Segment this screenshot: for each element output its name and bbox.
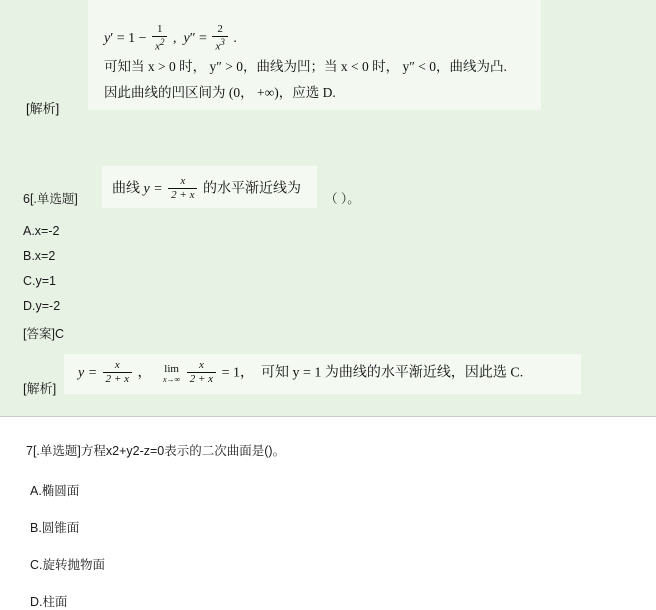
equals-one: = 1， bbox=[221, 365, 254, 381]
explanation6-formula-line bbox=[78, 360, 523, 386]
question6-option-b[interactable]: B.x=2 bbox=[23, 249, 56, 263]
fraction-x-over-two-plus-x bbox=[168, 175, 197, 201]
fraction-numerator: x bbox=[180, 175, 186, 187]
question7-option-d[interactable]: D.柱面 bbox=[30, 595, 68, 609]
explanation5-line3: 因此曲线的凹区间为 (0， +∞)，应选 D. bbox=[104, 85, 336, 100]
question7-option-a[interactable]: A.椭圆面 bbox=[30, 484, 80, 498]
stem-prefix: 曲线 bbox=[112, 181, 140, 197]
question6-option-a[interactable]: A.x=-2 bbox=[23, 224, 60, 238]
fraction-denominator: $x^3$ bbox=[212, 36, 227, 53]
fraction-x-over-two-plus-x-limit bbox=[187, 359, 216, 385]
question7-option-c[interactable]: C.旋转抛物面 bbox=[30, 558, 106, 572]
limit-label: lim bbox=[164, 363, 179, 376]
comma-separator: ， bbox=[137, 365, 152, 381]
fraction-denominator: $x^2$ bbox=[152, 36, 167, 53]
fraction-numerator: 2 bbox=[217, 23, 223, 35]
fraction-x-over-two-plus-x bbox=[103, 359, 132, 385]
section-divider bbox=[0, 416, 656, 417]
formula-line-first-second-derivative: y′ = 1 − $\frac{1}{x^2}$ , y″ = $\frac{2}{x^3}$ . bbox=[104, 23, 237, 53]
explanation-label-1: [解析] bbox=[26, 101, 60, 116]
y-equals: y = bbox=[78, 365, 98, 381]
equals-minus: = 1 − bbox=[116, 31, 147, 47]
question6-stem-formula bbox=[112, 176, 301, 202]
explanation-label-2: [解析] bbox=[23, 381, 57, 396]
fraction-numerator: x bbox=[198, 359, 204, 371]
fraction-two-over-x-cubed bbox=[212, 23, 227, 53]
fraction-one-over-x-squared bbox=[152, 23, 167, 53]
question6-option-c[interactable]: C.y=1 bbox=[23, 274, 57, 288]
stem-y-equals: y = bbox=[143, 181, 163, 197]
explanation5-line2: 可知当 x > 0 时， y″ > 0，曲线为凹；当 x < 0 时， y″ < 0，曲线为凸. bbox=[104, 59, 507, 74]
fraction-denominator: 2 + x bbox=[187, 372, 216, 386]
explanation6-conclusion: 可知 y = 1 为曲线的水平渐近线，因此选 C. bbox=[260, 365, 524, 381]
fraction-denominator: 2 + x bbox=[168, 188, 197, 202]
period-mark: . bbox=[233, 31, 237, 47]
question6-blank-parens: （ ）。 bbox=[325, 192, 360, 206]
question7-stem: 7[.单选题]方程x2+y2-z=0表示的二次曲面是()。 bbox=[26, 444, 286, 458]
question6-option-d[interactable]: D.y=-2 bbox=[23, 299, 61, 313]
fraction-numerator: x bbox=[114, 359, 120, 371]
question6-answer: [答案]C bbox=[23, 327, 64, 341]
stem-suffix: 的水平渐近线为 bbox=[202, 181, 301, 197]
question6-number: 6[.单选题] bbox=[23, 192, 78, 206]
question7-option-b[interactable]: B.圆锥面 bbox=[30, 521, 80, 535]
comma-separator: , bbox=[172, 31, 177, 47]
limit-subscript: x→∞ bbox=[162, 374, 181, 384]
equals-sign: = bbox=[199, 31, 207, 47]
fraction-denominator: 2 + x bbox=[103, 372, 132, 386]
fraction-numerator: 1 bbox=[157, 23, 163, 35]
variable-y: y bbox=[104, 31, 111, 47]
limit-operator bbox=[163, 364, 180, 384]
variable-y-second: y bbox=[183, 31, 190, 47]
